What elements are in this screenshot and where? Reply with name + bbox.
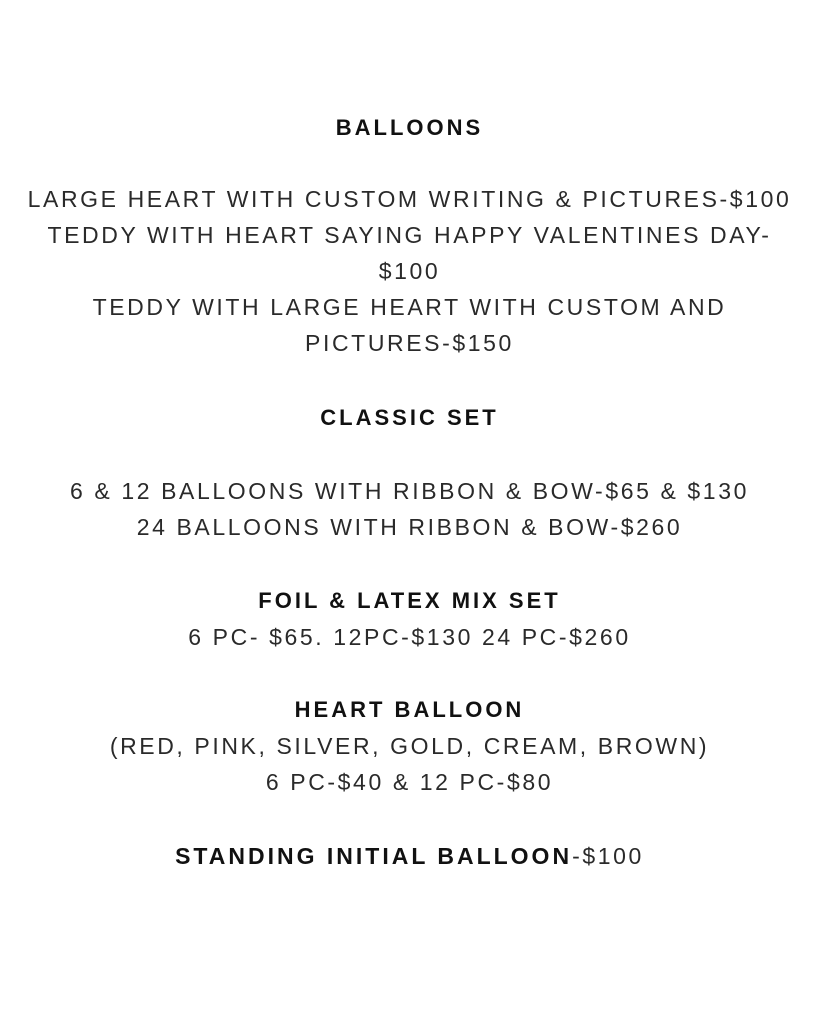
price-line: 6 PC- $65. 12PC-$130 24 PC-$260 [188, 624, 631, 650]
price-label: -$100 [572, 843, 644, 869]
section-title: STANDING INITIAL BALLOON [175, 843, 573, 869]
heart-balloon-section [0, 692, 819, 800]
price-line: 6 PC-$40 & 12 PC-$80 [265, 769, 554, 795]
classic-set-item-list [0, 473, 819, 545]
list-item: 6 & 12 BALLOONS WITH RIBBON & BOW-$65 & $130 [70, 478, 749, 504]
list-item: 24 BALLOONS WITH RIBBON & BOW-$260 [136, 514, 683, 540]
foil-latex-section [0, 583, 819, 655]
list-item: PICTURES-$150 [305, 330, 514, 356]
section-title: FOIL & LATEX MIX SET [258, 588, 561, 613]
standing-initial-line [0, 838, 819, 874]
color-options: (RED, PINK, SILVER, GOLD, CREAM, BROWN) [109, 733, 710, 759]
list-item: LARGE HEART WITH CUSTOM WRITING & PICTURES-$100 [27, 186, 792, 212]
classic-set-section-heading [0, 400, 819, 436]
list-item: TEDDY WITH LARGE HEART WITH CUSTOM AND [92, 294, 727, 320]
list-item: TEDDY WITH HEART SAYING HAPPY VALENTINES DAY- [47, 222, 772, 248]
balloons-item-list [0, 181, 819, 361]
balloons-section-heading [0, 110, 819, 146]
section-title: CLASSIC SET [320, 405, 499, 430]
list-item: $100 [378, 258, 441, 284]
standing-initial-section [0, 838, 819, 874]
section-title: HEART BALLOON [294, 697, 525, 722]
section-title: BALLOONS [335, 115, 484, 140]
